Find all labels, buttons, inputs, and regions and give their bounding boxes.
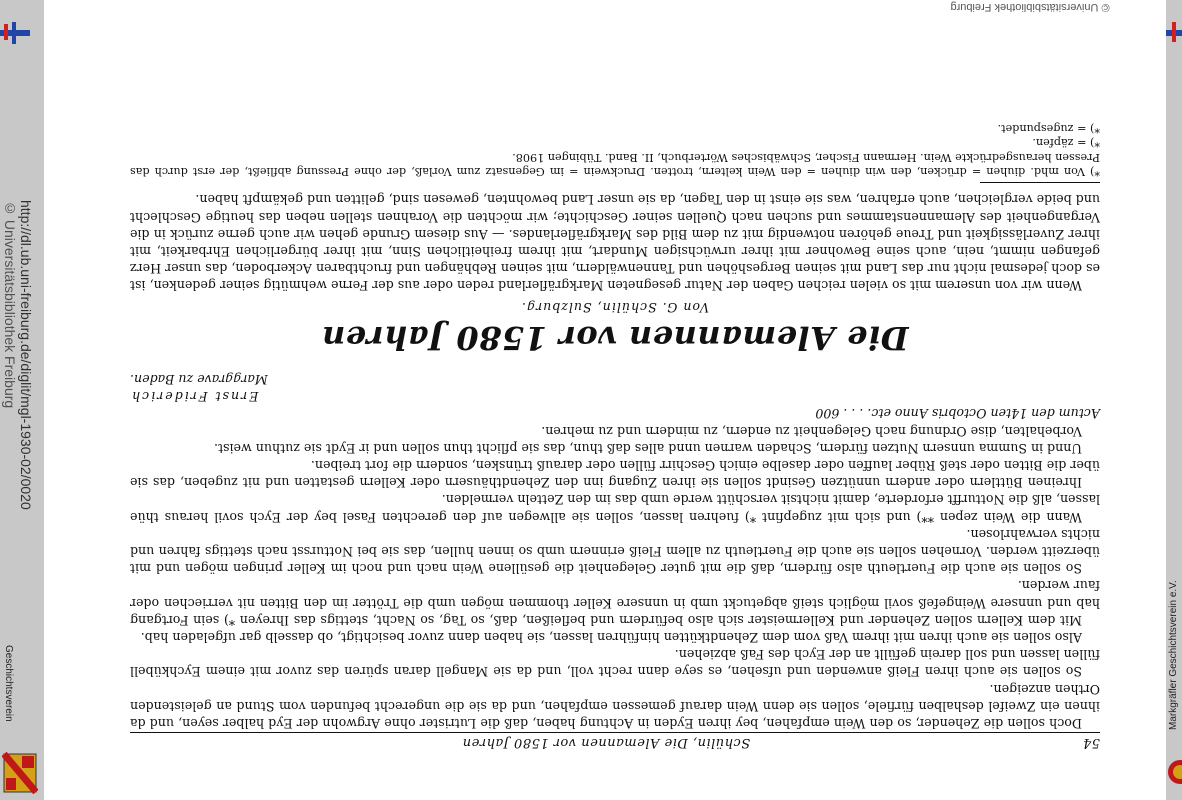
side-society-label-right: Markgräfler Geschichtsverein e.V. — [1168, 580, 1179, 730]
copyright-text: © Universitätsbibliothek Freiburg — [2, 200, 18, 409]
signature-title: Marggrave zu Baden. — [130, 372, 268, 388]
page-number: 54 — [1082, 735, 1100, 750]
running-head-title: Schülin, Die Alemannen vor 1580 Jahren — [462, 735, 751, 750]
footnote: *) = zäpfen. — [1032, 136, 1100, 150]
paragraph: Mit dem Kellern sollen Zehender und Kellermeister sich also befürdern und befleißen, daß, so Tag, so Nacht, stettigs das Ihreyen *) sein Fortgang hab und unnsere Weingefeß sovil möglich steiß abgetuckt umb in unnsere Keller thommen mögen umb die Trötter im den Bitten nit verriechen oder faur werden. — [130, 578, 1100, 628]
coat-of-arms-icon — [2, 752, 38, 796]
paragraph: Unnd in Summa unnsern Nutzen fürdern, Schaden warnen unnd alles daß thun, das sie pflicht thun sollen und ir Eydt sie zuthun weist. — [214, 440, 1082, 456]
source-url-text[interactable]: http://dl.ub.uni-freiburg.de/diglit/mgl-1930-02/0020 — [18, 200, 34, 510]
top-copyright: © Universitätsbibliothek Freiburg — [950, 1, 1110, 13]
signature-name: Ernst Friderich — [130, 389, 259, 405]
document-page — [130, 60, 1100, 750]
paragraph: Ihreinen Büttlern oder andern unnützen Gesindt sollen sie ihren Zugang inn den Zehendthäusern oder Kellern gestatten und nit zugeben, das sie über die Bitten oder steß Rüber lauffen oder daselbe einich Geschirr füllen oder darauß trünsken, sondern die fort treiben. — [130, 457, 1100, 491]
date-text: Actum den 14ten Octobris Anno etc. . . . 600 — [815, 406, 1100, 422]
nav-marker-right-icon[interactable] — [1166, 22, 1182, 44]
footnote: *) Von mhd. diuhen = drücken, den win diuhen = den Wein keltern, trotten. Druckwein = im Gegensatz zum Vorlaß, der ohne Pressung abfließt, der erst durch das Pressen herausgedrückte Wein. Hermann Fischer, Schwäbisches Wörterbuch, II. Band. Tübingen 1908. — [130, 150, 1100, 179]
article-paragraph: Wenn wir von unserem mit so vielen reichen Gaben der Natur gesegneten Markgräflerland reden oder aus der Ferne wehmütig seiner gedenken, ist es doch jedesmal nicht nur das Land mit seinen Bergeshöhen und Tannenwäldern, mit seinen Rebhängen und fruchtbaren Ackerboden, das unser Herz gefangen nimmt, nein, auch seine Bewohner mit ihrer urwüchsigen Mundart, mit ihrem freiheitlichen Sinn, mit ihrer bürgerlichen Ehrbarkeit, mit ihrer Zuverlässigkeit und Treue gehören notwendig mit zu dem Bild des Markgräflerlandes. — Aus diesem Grunde gehen wir auch gerne zurück in die Vergangenheit des Alemannenstammes und suchen nach Quellen seiner Geschichte; wir möchten die Vorahnen stellen neben das heutige Geschlecht und beide vergleichen, auch erfahren, was sie einst in den Tagen, da sie unser Land bewohnten, gewesen sind, gelitten und gekämpft haben. — [130, 192, 1100, 294]
running-head — [130, 732, 1100, 750]
footnote: *) = zugespundet. — [997, 121, 1100, 135]
paragraph: Vorbehalten, dise Ordnung nach Gelegenheit zu endern, zu mindern und zu mehren. — [541, 423, 1082, 439]
paragraph: Doch sollen die Zehender, so den Wein empfahen, bey ihren Eyden in Achtung haben, daß die Lutrister ohne Argwohn der Eyd halber seyen, und da ihnen ein Zweifel deshalben fürfiele, sollen sie denn Wein darauf gemessen empfahen, und da sie die ungerecht befunden vom Stund an geleistenden Orthen anzeigen. — [130, 681, 1100, 731]
article-title: Die Alemannen vor 1580 Jahren — [321, 319, 909, 358]
paragraph: Wann die Wein zepen **) und sich mit zugepfint *) fuehren lassen, sollen sie allwegen auf den gerechten Fasel bey der Eych sovil heraus thüe lassen, alß die Notturfft erforderte, damit nichtsit verschütt werde umb das im den Zetteln vermelden. — [130, 492, 1100, 525]
footnote-divider — [980, 182, 1100, 183]
side-society-label: Geschichtsverein — [3, 645, 14, 722]
coat-of-arms-right-icon — [1166, 752, 1182, 792]
paragraph: Also sollen sie auch ihren mit ihrem Vaß vom dem Zehendtkütten hinführen lassen, sie haben dann zuvor besichtigt, ob dasselb gar ufgeladen hab. — [140, 629, 1082, 645]
paragraph: So sollen sie auch ihren Fleiß anwenden und ufsehen, es seye dann recht voll, und da sie Mangell daran spüren das zuvor mit einem Eychkübell füllen lassen und soll darein gefüllt an der Eych des Faß abziehen. — [130, 647, 1100, 680]
date-line — [130, 405, 1100, 422]
article-byline: Von G. Schülin, Sulzburg. — [521, 300, 709, 316]
nav-marker-icon[interactable] — [0, 22, 32, 44]
paragraph: So sollen sie auch die Fuertleuth also fürdern, daß die mit guter Gelegenheit die gesüllene Wein nach und noch im Keller pringen mögen und mit überzeitt werden. Vornehen sollen sie auch die Fuertleuth zu allem Fleiß erinnern umb so innen hullen, das sie bei Nottursst nach stettigs fahren und nichts verwahrlosen. — [130, 526, 1100, 577]
